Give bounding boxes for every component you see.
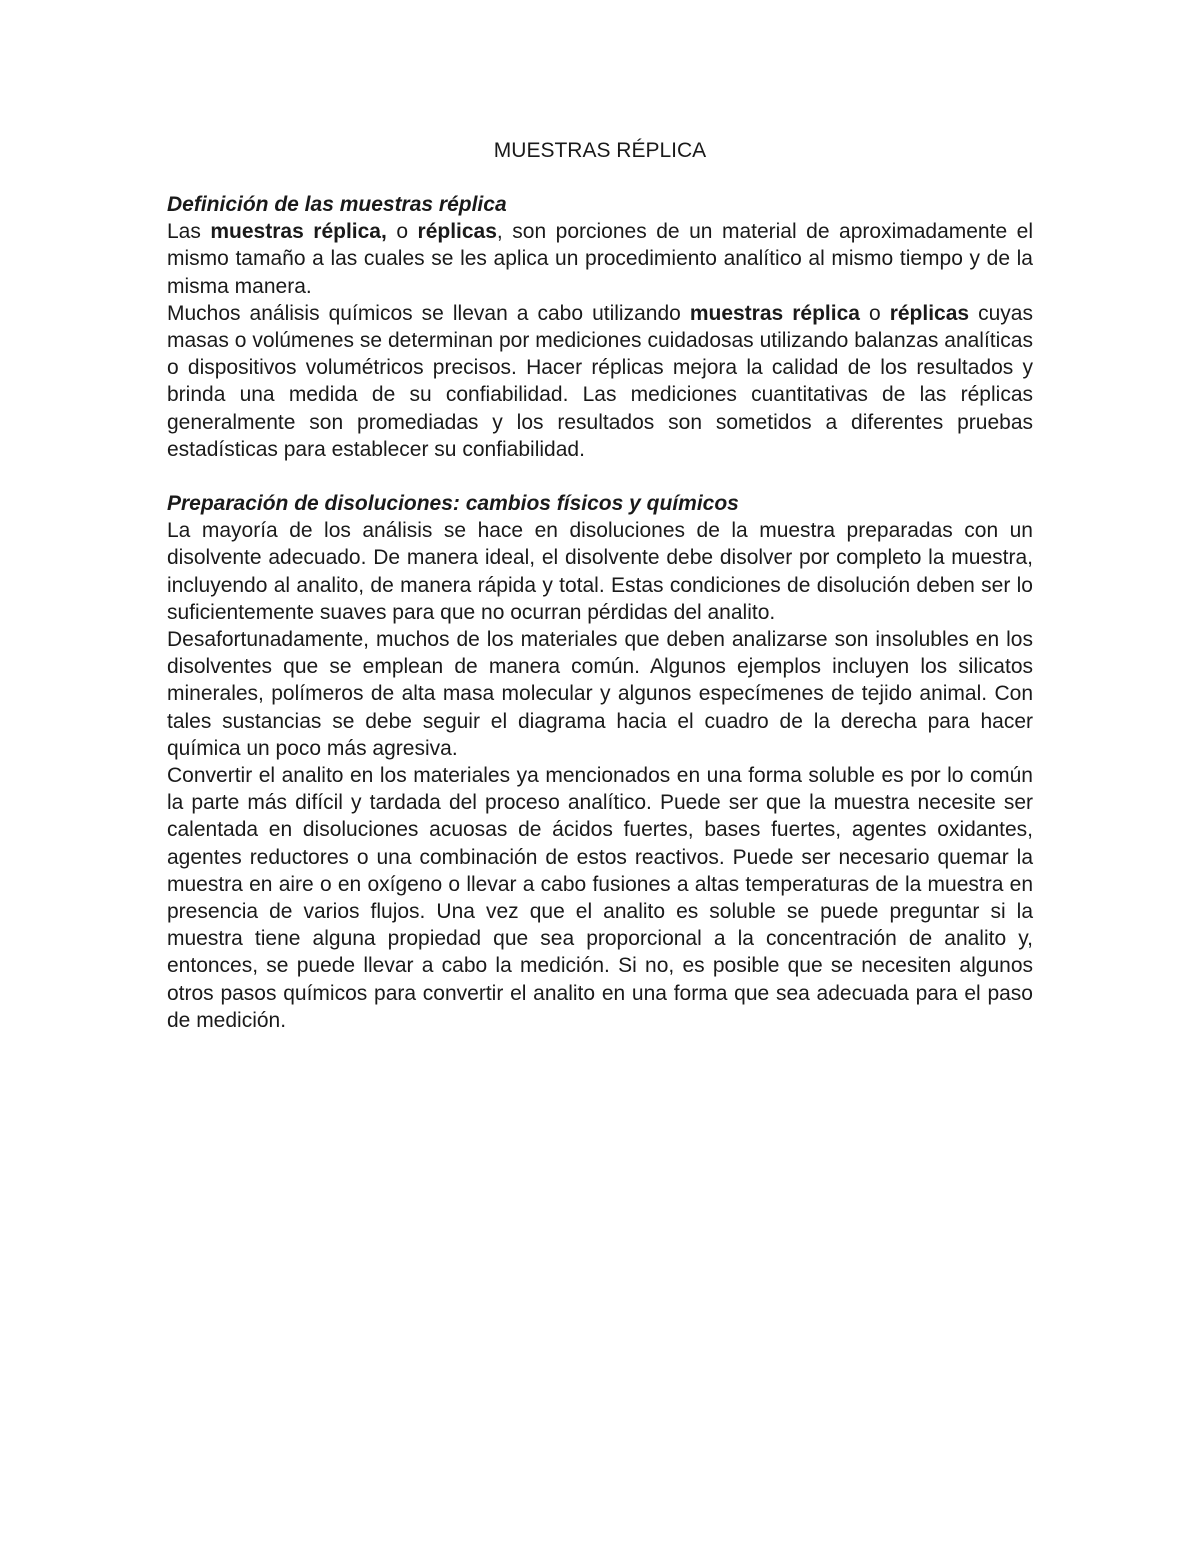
text-run: La mayoría de los análisis se hace en disoluciones de la muestra preparadas con un disolvente adecuado. De manera ideal, el disolvente debe disolver por completo la muestra, incluyendo al analito, de manera rápida y total. Estas condiciones de disolución deben ser lo suficientemente suaves para que no ocurran pérdidas del analito.	[167, 519, 1033, 624]
section-spacer	[167, 463, 1033, 490]
paragraph	[167, 626, 1033, 762]
text-run: o	[386, 220, 418, 244]
text-run: Desafortunadamente, muchos de los materiales que deben analizarse son insolubles en los disolventes que se emplean de manera común. Algunos ejemplos incluyen los silicatos minerales, polímeros de alta masa molecular y algunos especímenes de tejido animal. Con tales sustancias se debe seguir el diagrama hacia el cuadro de la derecha para hacer química un poco más agresiva.	[167, 628, 1033, 760]
document-title: MUESTRAS RÉPLICA	[493, 139, 707, 162]
bold-run: réplicas	[417, 220, 497, 244]
section-heading: Preparación de disoluciones: cambios físicos y químicos	[167, 492, 739, 516]
section-heading: Definición de las muestras réplica	[167, 193, 507, 216]
paragraph	[167, 218, 1033, 300]
section-definicion	[167, 191, 1033, 463]
paragraph	[167, 762, 1033, 1034]
document-body	[167, 137, 1033, 1034]
text-run: Convertir el analito en los materiales ya mencionados en una forma soluble es por lo común la parte más difícil y tardada del proceso analítico. Puede ser que la muestra necesite ser calentada en disoluciones acuosas de ácidos fuertes, bases fuertes, agentes oxidantes, agentes reductores o una combinación de estos reactivos. Puede ser necesario quemar la muestra en aire o en oxígeno o llevar a cabo fusiones a altas temperaturas de la muestra en presencia de varios flujos. Una vez que el analito es soluble se puede preguntar si la muestra tiene alguna propiedad que sea proporcional a la concentración de analito y, entonces, se puede llevar a cabo la medición. Si no, es posible que se necesiten algunos otros pasos químicos para convertir el analito en una forma que sea adecuada para el paso de medición.	[167, 764, 1033, 1032]
section-preparacion	[167, 490, 1033, 1034]
bold-run: muestras réplica,	[210, 220, 387, 244]
text-run: o	[859, 301, 890, 325]
text-run: Las	[167, 220, 211, 244]
paragraph	[167, 300, 1033, 463]
text-run: cuyas masas o volúmenes se determinan por mediciones cuidadosas utilizando balanzas analíticas o dispositivos volumétricos precisos. Hacer réplicas mejora la calidad de los resultados y brinda una medida de su confiabilidad. Las mediciones cuantitativas de las réplicas generalmente son promediadas y los resultados son sometidos a diferentes pruebas estadísticas para establecer su confiabilidad.	[167, 301, 1033, 461]
text-run: Muchos análisis químicos se llevan a cabo utilizando	[167, 301, 690, 325]
bold-run: muestras réplica	[689, 301, 860, 325]
text-run: , son porciones de un material de aproximadamente el mismo tamaño a las cuales se les aplica un procedimiento analítico al mismo tiempo y de la misma manera.	[167, 220, 1033, 298]
paragraph	[167, 517, 1033, 626]
bold-run: réplicas	[889, 301, 970, 325]
